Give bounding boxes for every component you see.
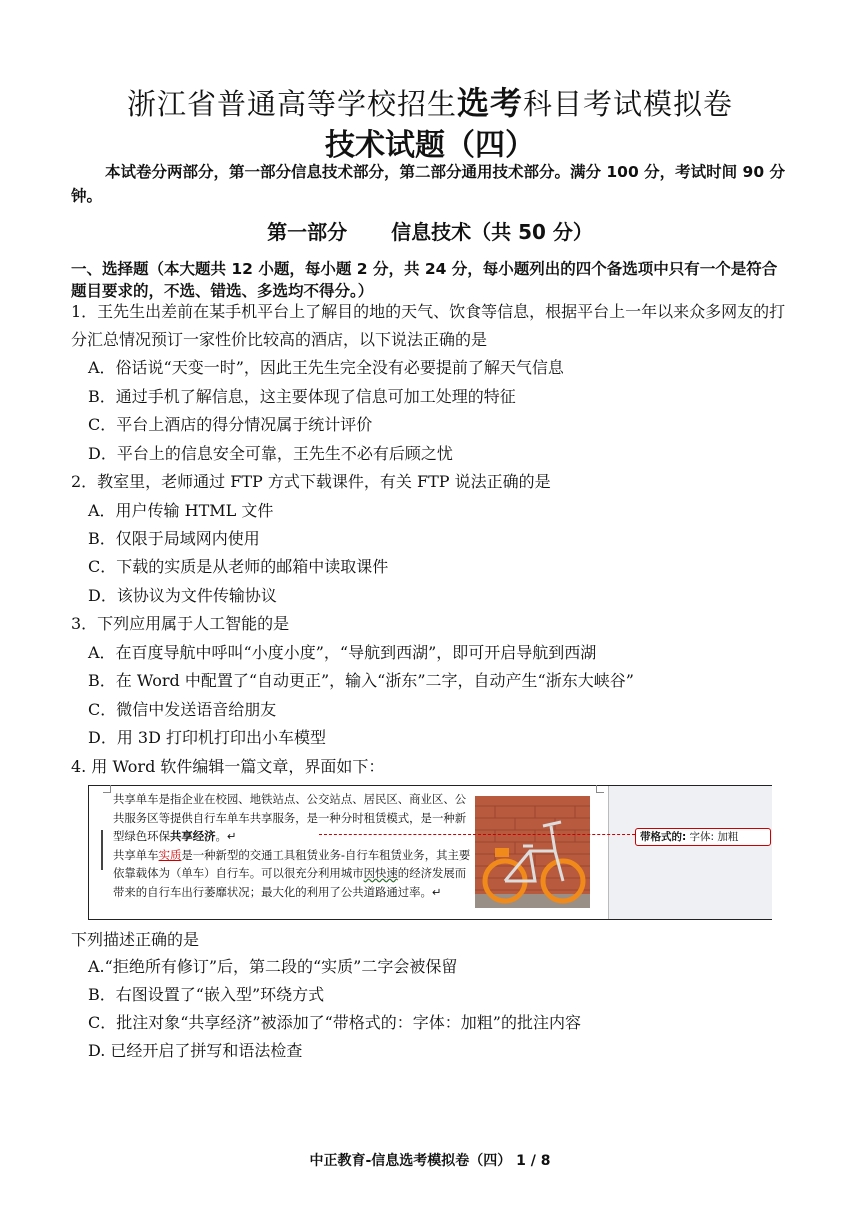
page-footer: 中正教育-信息选考模拟卷（四） 1 / 8	[309, 1153, 551, 1169]
title-part-2: 科目考试模拟卷	[523, 87, 734, 121]
tracked-insertion: 实质	[158, 847, 182, 862]
question-2-option-d: D．该协议为文件传输协议	[88, 586, 277, 605]
paragraph-2-text: 共享单车	[113, 847, 159, 862]
exam-title	[0, 78, 860, 124]
question-3-stem: 3．下列应用属于人工智能的是	[71, 614, 290, 633]
question-1-stem: 1．王先生出差前在某手机平台上了解目的地的天气、饮食等信息，根据平台上一年以来众多网友的打分汇总情况预订一家性价比较高的酒店，以下说法正确的是	[71, 302, 786, 349]
paragraph-1-end: 。↵	[215, 829, 237, 843]
question-3-option-d: D．用 3D 打印机打印出小车模型	[88, 728, 327, 747]
section-heading: 一、选择题（本大题共 12 小题，每小题 2 分，共 24 分，每小题列出的四个备选项中只有一个是符合题目要求的，不选、错选、多选均不得分。）	[71, 260, 778, 300]
question-2-option-c: C．下载的实质是从老师的邮箱中读取课件	[88, 557, 389, 576]
commented-text-sharing-economy: 共享经济	[169, 829, 216, 843]
part-heading	[0, 216, 860, 245]
margin-corner-mark	[103, 785, 111, 793]
revision-bar	[101, 830, 103, 870]
question-3-option-c: C．微信中发送语音给朋友	[88, 700, 277, 719]
question-3-option-a: A．在百度导航中呼叫“小度小度”，“导航到西湖”，即可开启导航到西湖	[88, 643, 597, 662]
comment-text: 字体: 加粗	[686, 831, 739, 843]
question-4-option-c: C．批注对象“共享经济”被添加了“带格式的：字体：加粗”的批注内容	[88, 1013, 581, 1032]
question-4-prompt: 下列描述正确的是	[71, 930, 200, 949]
part-title: 信息技术（共 50 分）	[391, 220, 593, 244]
comment-connector-line	[319, 834, 635, 836]
question-4-stem: 4. 用 Word 软件编辑一篇文章，界面如下：	[71, 757, 385, 776]
title-emphasis: 选考	[456, 84, 523, 122]
grammar-flag: 因快速	[363, 866, 398, 880]
word-screenshot-figure	[88, 785, 772, 920]
exam-subtitle: 技术试题（四）	[325, 128, 535, 163]
comment-label: 带格式的:	[640, 831, 687, 843]
question-1-option-a: A．俗话说“天变一时”，因此王先生完全没有必要提前了解天气信息	[88, 358, 564, 377]
bicycle-icon	[475, 796, 590, 908]
paragraph-1	[113, 790, 473, 846]
comment-balloon	[635, 828, 771, 846]
question-4-option-b: B．右图设置了“嵌入型”环绕方式	[88, 985, 325, 1004]
question-4-option-d: D. 已经开启了拼写和语法检查	[88, 1041, 303, 1060]
question-2-option-a: A．用户传输 HTML 文件	[88, 501, 274, 520]
comment-pane	[608, 786, 772, 919]
paragraph-1-text: 共享单车是指企业在校园、地铁站点、公交站点、居民区、商业区、公共服务区等提供自行车单车共享服务，是一种分时租赁模式，是一种新型绿色环保	[113, 792, 467, 843]
question-1-option-c: C．平台上酒店的得分情况属于统计评价	[88, 415, 373, 434]
question-1-option-d: D．平台上的信息安全可靠，王先生不必有后顾之忧	[88, 444, 453, 463]
exam-intro: 本试卷分两部分，第一部分信息技术部分，第二部分通用技术部分。满分 100 分，考试时间 90 分钟。	[71, 163, 786, 205]
paragraph-2-end: 的经济发展而带来的自行车出行萎靡状况；最大化的利用了公共道路通过率。↵	[113, 866, 467, 899]
document-body	[113, 790, 473, 901]
question-1-option-b: B．通过手机了解信息，这主要体现了信息可加工处理的特征	[88, 387, 516, 406]
question-2-option-b: B．仅限于局域网内使用	[88, 529, 260, 548]
question-2-stem: 2．教室里，老师通过 FTP 方式下载课件，有关 FTP 说法正确的是	[71, 472, 551, 491]
question-4-option-a: A.“拒绝所有修订”后，第二段的“实质”二字会被保留	[88, 957, 458, 976]
paragraph-2	[113, 846, 473, 902]
part-name: 第一部分	[267, 220, 348, 244]
margin-corner-mark	[596, 785, 604, 793]
bicycle-photo	[475, 796, 590, 908]
paragraph-2-text: 是一种新型的交通工具租赁业务-自行车租赁业务，其主要依靠载体为（单车）自行车。可以很充分利用城市	[113, 847, 471, 880]
question-3-option-b: B．在 Word 中配置了“自动更正”，输入“浙东”二字，自动产生“浙东大峡谷”	[88, 671, 634, 690]
title-part-1: 浙江省普通高等学校招生	[126, 87, 457, 121]
